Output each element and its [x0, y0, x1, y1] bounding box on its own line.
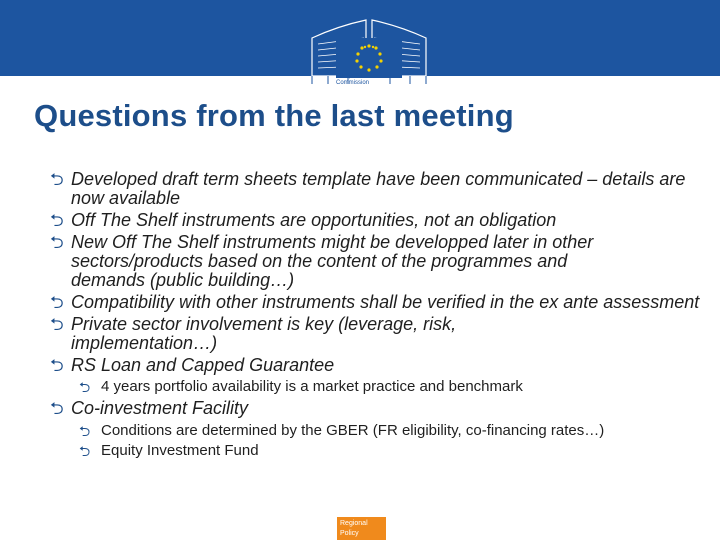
bullet-item [50, 315, 700, 353]
bullet-text: Private sector involvement is key (leverage, risk, implementation…) [71, 314, 457, 353]
bullet-text: New Off The Shelf instruments might be developped later in other sectors/products based on the content of the programmes and demands (public building…) [71, 232, 594, 290]
logo-text-line2: Commission [336, 80, 370, 86]
slide-title: Questions from the last meeting [34, 98, 514, 133]
bullet-item [50, 233, 700, 290]
bullet-text: RS Loan and Capped Guarantee [71, 355, 335, 375]
sub-bullet-text: Conditions are determined by the GBER (FR eligibility, co-financing rates…) [101, 422, 605, 439]
badge-line2: Policy [340, 530, 359, 537]
arrow-circle-icon: ⮌ [50, 399, 64, 418]
arrow-circle-icon: ⮌ [50, 356, 64, 375]
arrow-circle-icon: ⮌ [50, 170, 64, 189]
arrow-circle-icon: ⮌ [79, 423, 91, 439]
arrow-circle-icon: ⮌ [50, 233, 64, 252]
arrow-circle-icon: ⮌ [50, 315, 64, 334]
logo-text-line1: European [336, 73, 363, 79]
bullet-item [50, 211, 700, 230]
bullet-item [50, 399, 700, 418]
bullet-item [50, 170, 700, 208]
bullet-item [50, 356, 700, 375]
bullet-list [50, 170, 700, 459]
badge-line1: Regional [340, 520, 368, 527]
bullet-text: Compatibility with other instruments shall be verified in the ex ante assessment [71, 292, 700, 312]
sub-bullet-text: Equity Investment Fund [101, 442, 259, 459]
logo-text [336, 73, 369, 87]
arrow-circle-icon: ⮌ [50, 211, 64, 230]
arrow-circle-icon: ⮌ [50, 293, 64, 312]
bullet-item [50, 293, 700, 312]
sub-bullet-item [79, 379, 700, 395]
bullet-text: Off The Shelf instruments are opportunities, not an obligation [71, 210, 557, 230]
arrow-circle-icon: ⮌ [79, 379, 91, 395]
sub-bullet-item [79, 423, 700, 439]
sub-bullet-text: 4 years portfolio availability is a market practice and benchmark [101, 378, 523, 395]
bullet-text: Co-investment Facility [71, 398, 249, 418]
bullet-text: Developed draft term sheets template have been communicated – details are now available [71, 169, 686, 208]
regional-policy-badge [337, 517, 386, 540]
sub-bullet-item [79, 443, 700, 459]
arrow-circle-icon: ⮌ [79, 443, 91, 459]
